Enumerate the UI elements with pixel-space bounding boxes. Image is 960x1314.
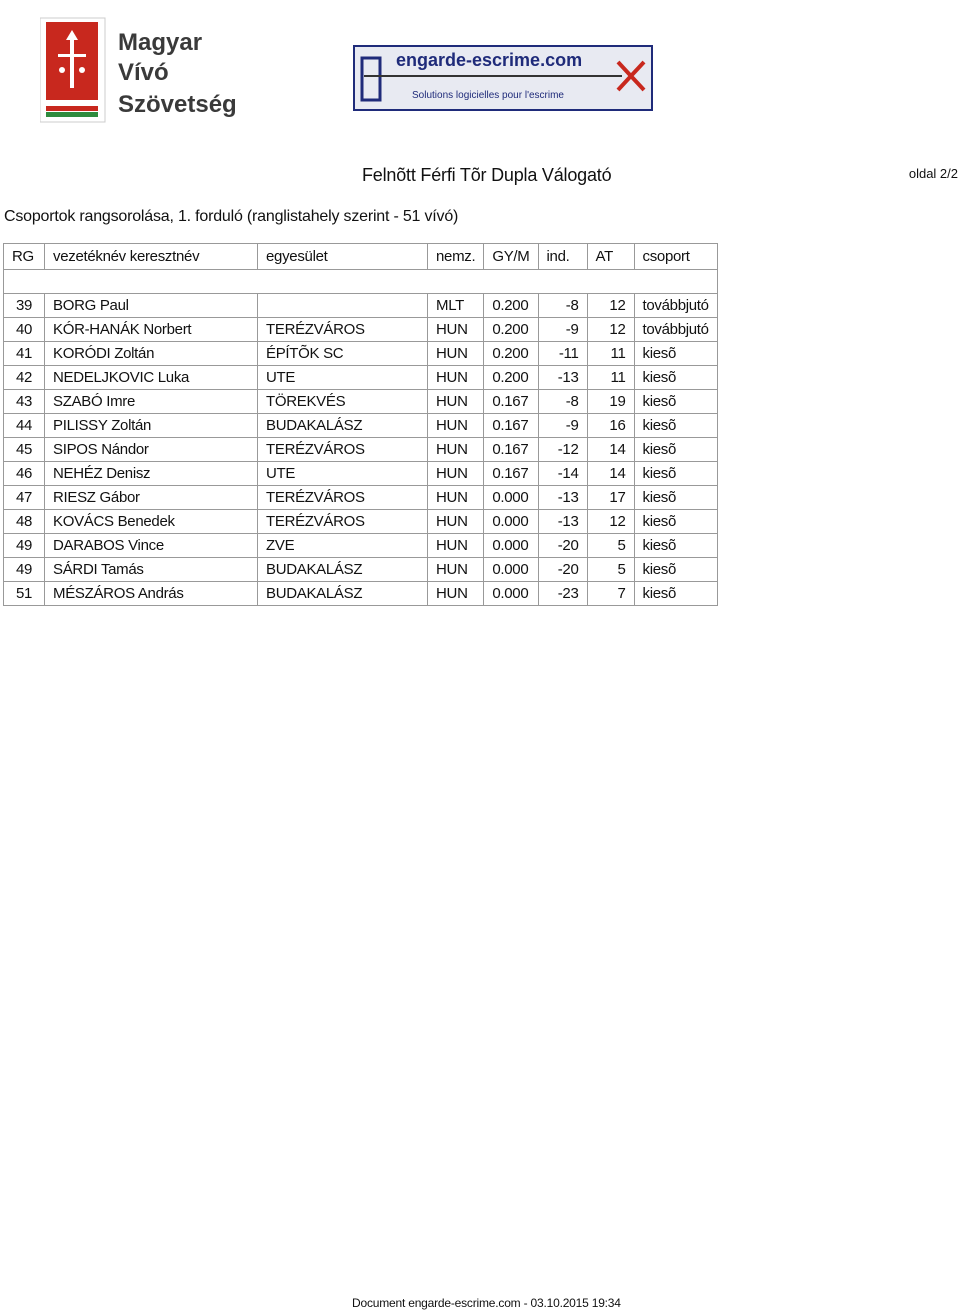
cell-name: DARABOS Vince: [45, 534, 258, 558]
cell-at: 12: [587, 294, 634, 318]
cell-rg: 51: [4, 582, 45, 606]
cell-club: TERÉZVÁROS: [258, 438, 428, 462]
cell-rg: 44: [4, 414, 45, 438]
cell-name: SIPOS Nándor: [45, 438, 258, 462]
cell-gym: 0.200: [484, 294, 538, 318]
cell-club: UTE: [258, 462, 428, 486]
cell-gym: 0.200: [484, 342, 538, 366]
logo-word-2: Vívó: [118, 59, 169, 86]
cell-gym: 0.000: [484, 486, 538, 510]
cell-at: 19: [587, 390, 634, 414]
cell-rg: 49: [4, 534, 45, 558]
col-ind: ind.: [538, 244, 587, 270]
cell-group: kiesõ: [634, 558, 717, 582]
cell-rg: 47: [4, 486, 45, 510]
cell-group: kiesõ: [634, 462, 717, 486]
table-row: [4, 390, 718, 414]
cell-club: [258, 294, 428, 318]
cell-ind: -8: [538, 294, 587, 318]
cell-rg: 43: [4, 390, 45, 414]
cell-nationality: HUN: [428, 366, 484, 390]
mvsz-logo: [40, 14, 240, 126]
cell-nationality: HUN: [428, 318, 484, 342]
cell-nationality: HUN: [428, 558, 484, 582]
cell-rg: 40: [4, 318, 45, 342]
engarde-tagline: Solutions logicielles pour l'escrime: [412, 90, 564, 101]
cell-club: BUDAKALÁSZ: [258, 582, 428, 606]
cell-name: SZABÓ Imre: [45, 390, 258, 414]
cell-club: UTE: [258, 366, 428, 390]
cell-rg: 41: [4, 342, 45, 366]
cell-ind: -9: [538, 318, 587, 342]
cell-at: 11: [587, 342, 634, 366]
table-header-row: [4, 244, 718, 270]
logo-word-3: Szövetség: [118, 91, 237, 118]
cell-at: 16: [587, 414, 634, 438]
cell-at: 14: [587, 462, 634, 486]
cell-gym: 0.000: [484, 558, 538, 582]
cell-group: kiesõ: [634, 342, 717, 366]
cell-name: KORÓDI Zoltán: [45, 342, 258, 366]
table-row: [4, 342, 718, 366]
col-gym: GY/M: [484, 244, 538, 270]
table-body: [4, 270, 718, 606]
cell-at: 11: [587, 366, 634, 390]
cell-rg: 45: [4, 438, 45, 462]
cell-gym: 0.167: [484, 438, 538, 462]
cell-ind: -13: [538, 510, 587, 534]
cell-nationality: MLT: [428, 294, 484, 318]
cell-nationality: HUN: [428, 486, 484, 510]
cell-ind: -20: [538, 534, 587, 558]
cell-gym: 0.167: [484, 390, 538, 414]
table-row: [4, 462, 718, 486]
cell-at: 5: [587, 534, 634, 558]
cell-gym: 0.000: [484, 582, 538, 606]
cell-name: RIESZ Gábor: [45, 486, 258, 510]
cell-at: 17: [587, 486, 634, 510]
cell-name: BORG Paul: [45, 294, 258, 318]
cell-nationality: HUN: [428, 342, 484, 366]
cell-name: NEDELJKOVIC Luka: [45, 366, 258, 390]
cell-ind: -20: [538, 558, 587, 582]
cell-club: TERÉZVÁROS: [258, 510, 428, 534]
col-group: csoport: [634, 244, 717, 270]
page-title: Felnõtt Férfi Tõr Dupla Válogató: [362, 165, 612, 185]
cell-at: 7: [587, 582, 634, 606]
cell-ind: -8: [538, 390, 587, 414]
cell-name: KOVÁCS Benedek: [45, 510, 258, 534]
cell-nationality: HUN: [428, 438, 484, 462]
cell-club: BUDAKALÁSZ: [258, 414, 428, 438]
cell-group: kiesõ: [634, 582, 717, 606]
cell-nationality: HUN: [428, 462, 484, 486]
cell-club: TÖREKVÉS: [258, 390, 428, 414]
cell-ind: -13: [538, 366, 587, 390]
cell-nationality: HUN: [428, 534, 484, 558]
col-rg: RG: [4, 244, 45, 270]
page-subtitle: Csoportok rangsorolása, 1. forduló (ranglistahely szerint - 51 vívó): [4, 208, 459, 225]
cell-at: 12: [587, 510, 634, 534]
col-nationality: nemz.: [428, 244, 484, 270]
cell-at: 14: [587, 438, 634, 462]
table-row: [4, 438, 718, 462]
table-row: [4, 582, 718, 606]
cell-rg: 39: [4, 294, 45, 318]
cell-group: kiesõ: [634, 414, 717, 438]
cell-ind: -23: [538, 582, 587, 606]
cell-ind: -12: [538, 438, 587, 462]
cell-rg: 48: [4, 510, 45, 534]
header-gap: [4, 270, 718, 294]
engarde-logo: [352, 38, 656, 114]
cell-gym: 0.200: [484, 366, 538, 390]
table-row: [4, 318, 718, 342]
cell-nationality: HUN: [428, 414, 484, 438]
table-row: [4, 510, 718, 534]
cell-group: kiesõ: [634, 390, 717, 414]
cell-rg: 42: [4, 366, 45, 390]
cell-group: kiesõ: [634, 366, 717, 390]
cell-ind: -11: [538, 342, 587, 366]
col-at: AT: [587, 244, 634, 270]
cell-group: kiesõ: [634, 534, 717, 558]
col-name: vezetéknév keresztnév: [45, 244, 258, 270]
table-row: [4, 486, 718, 510]
cell-nationality: HUN: [428, 582, 484, 606]
cell-group: kiesõ: [634, 438, 717, 462]
cell-club: ÉPÍTÕK SC: [258, 342, 428, 366]
cell-gym: 0.200: [484, 318, 538, 342]
cell-ind: -13: [538, 486, 587, 510]
cell-group: továbbjutó: [634, 294, 717, 318]
cell-name: PILISSY Zoltán: [45, 414, 258, 438]
document-footer: Document engarde-escrime.com - 03.10.2015 19:34: [352, 1296, 621, 1310]
cell-gym: 0.000: [484, 534, 538, 558]
cell-at: 12: [587, 318, 634, 342]
cell-rg: 49: [4, 558, 45, 582]
cell-nationality: HUN: [428, 510, 484, 534]
engarde-name: engarde-escrime.com: [396, 50, 583, 70]
table-row: [4, 414, 718, 438]
cell-gym: 0.000: [484, 510, 538, 534]
cell-name: SÁRDI Tamás: [45, 558, 258, 582]
cell-club: TERÉZVÁROS: [258, 486, 428, 510]
cell-club: ZVE: [258, 534, 428, 558]
logo-word-1: Magyar: [118, 29, 203, 56]
cell-gym: 0.167: [484, 414, 538, 438]
cell-ind: -14: [538, 462, 587, 486]
table-row: [4, 558, 718, 582]
table-row: [4, 534, 718, 558]
col-club: egyesület: [258, 244, 428, 270]
page-number: oldal 2/2: [908, 166, 958, 181]
cell-group: továbbjutó: [634, 318, 717, 342]
cell-nationality: HUN: [428, 390, 484, 414]
cell-club: BUDAKALÁSZ: [258, 558, 428, 582]
cell-group: kiesõ: [634, 486, 717, 510]
ranking-table: [3, 243, 718, 606]
cell-group: kiesõ: [634, 510, 717, 534]
cell-club: TERÉZVÁROS: [258, 318, 428, 342]
cell-ind: -9: [538, 414, 587, 438]
cell-gym: 0.167: [484, 462, 538, 486]
table-row: [4, 366, 718, 390]
cell-name: KÓR-HANÁK Norbert: [45, 318, 258, 342]
cell-rg: 46: [4, 462, 45, 486]
cell-name: MÉSZÁROS András: [45, 582, 258, 606]
cell-name: NEHÉZ Denisz: [45, 462, 258, 486]
cell-at: 5: [587, 558, 634, 582]
table-row: [4, 294, 718, 318]
